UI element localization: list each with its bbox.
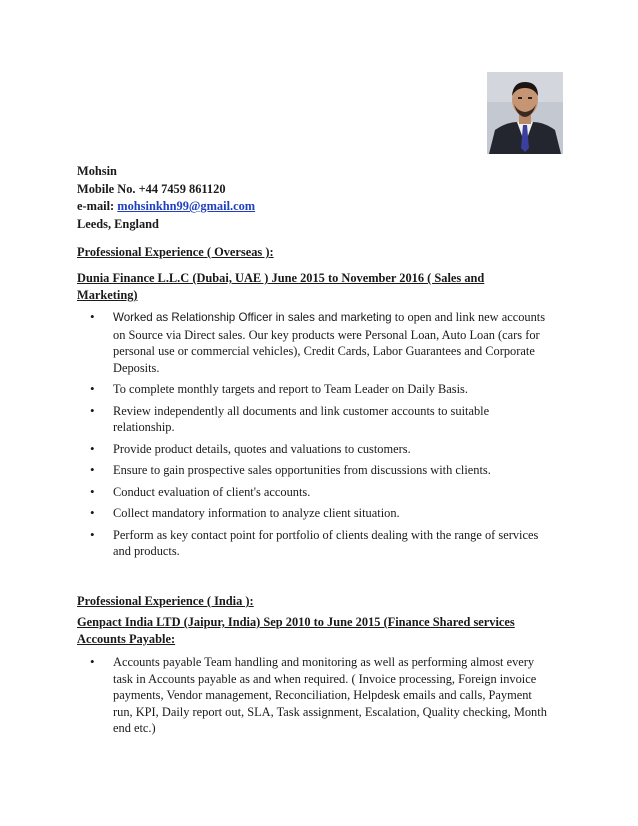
email-line	[77, 198, 255, 216]
job-title-dunia-finance: Dunia Finance L.L.C (Dubai, UAE ) June 2015 to November 2016 ( Sales and Marketing)	[77, 271, 485, 302]
list-item: • Perform as key contact point for portfolio of clients dealing with the range of services and products.	[77, 527, 547, 560]
profile-photo-graphic	[487, 72, 563, 154]
list-item	[77, 309, 547, 376]
list-item: • Collect mandatory information to analyze client situation.	[77, 505, 547, 522]
section-heading-overseas: Professional Experience ( Overseas ):	[77, 245, 274, 259]
mobile-number: Mobile No. +44 7459 861120	[77, 181, 226, 196]
section-heading-india: Professional Experience ( India ):	[77, 594, 254, 608]
profile-photo	[487, 72, 563, 154]
list-item: • Accounts payable Team handling and monitoring as well as performing almost every task in Accounts payable as and when required. ( Invoice processing, Foreign invoice payments, Vendor management, Reconciliation, Helpdesk emails and calls, Payment run, KPI, Daily report out, SLA, Task assignment, Escalation, Quality checking, Month end etc.)	[77, 654, 547, 737]
email-link[interactable]: mohsinkhn99@gmail.com	[117, 199, 256, 213]
list-item: • Review independently all documents and link customer accounts to suitable relationship.	[77, 403, 547, 436]
list-item: • Ensure to gain prospective sales opportunities from discussions with clients.	[77, 462, 547, 479]
email-label: e-mail:	[77, 199, 118, 213]
location: Leeds, England	[77, 216, 159, 231]
bullet-text: to open and link new accounts on Source via Direct sales. Our key products were Personal Loan, Auto Loan (cars for personal use or commercial vehicles), Credit Cards, Labor Guarantees and Corporate Deposits.	[113, 310, 546, 375]
list-item: • Provide product details, quotes and valuations to customers.	[77, 441, 547, 458]
job-title-genpact: Genpact India LTD (Jaipur, India) Sep 2010 to June 2015 (Finance Shared services Accounts Payable:	[77, 615, 515, 646]
bullet-lead-text: Worked as Relationship Officer in sales and marketing	[113, 311, 392, 324]
overseas-duties-list	[77, 309, 547, 565]
list-item: • Conduct evaluation of client's accounts.	[77, 484, 547, 501]
candidate-name: Mohsin	[77, 164, 117, 178]
india-duties-list	[77, 654, 547, 742]
contact-block	[77, 163, 255, 233]
list-item: • To complete monthly targets and report to Team Leader on Daily Basis.	[77, 381, 547, 398]
